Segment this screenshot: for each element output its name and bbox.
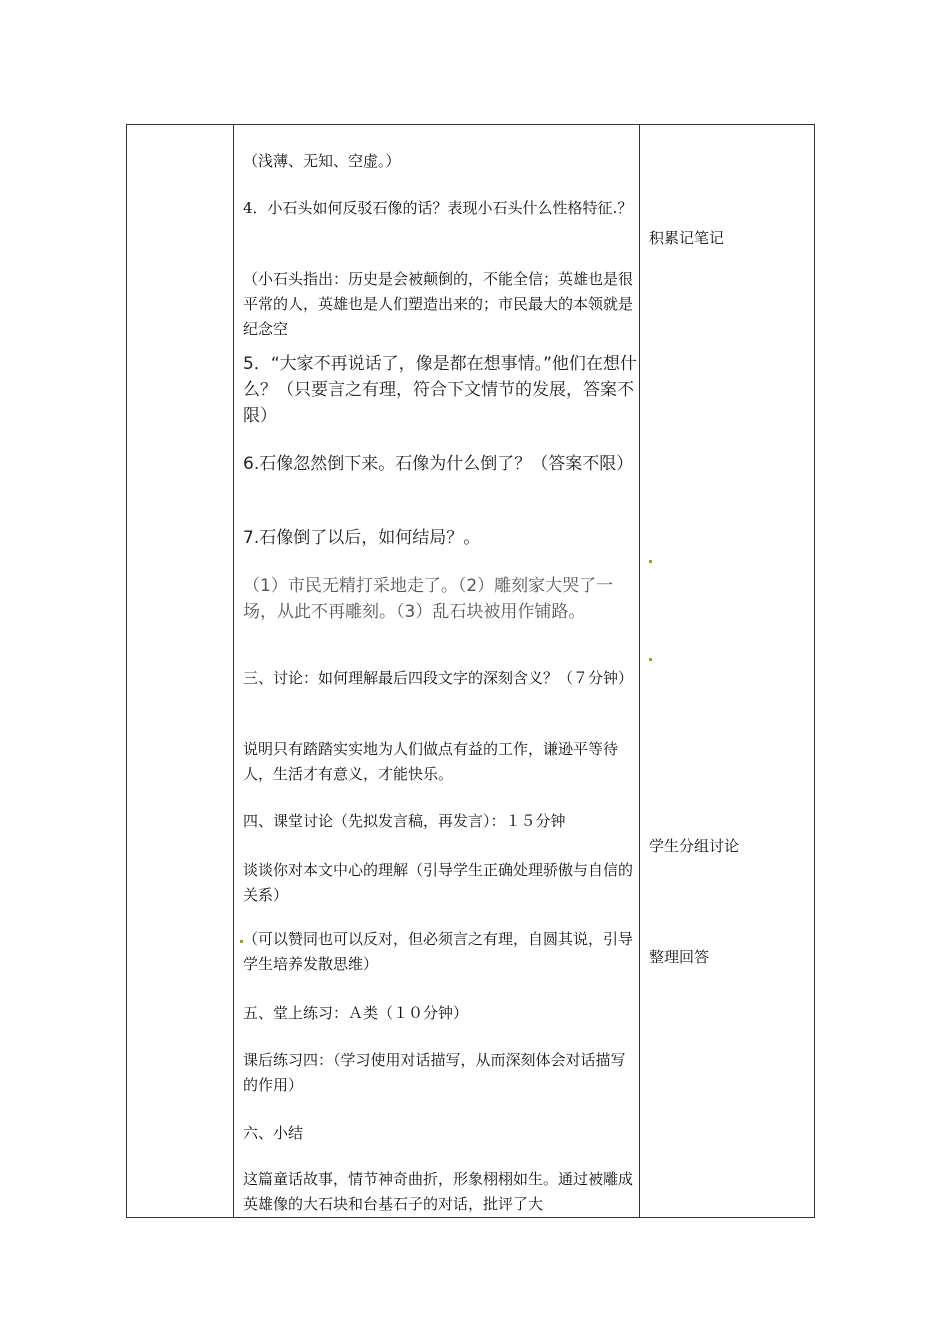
answer-text-1: （浅薄、无知、空虚。） <box>243 152 401 170</box>
answer-text-4: （小石头指出：历史是会被颠倒的，不能全信；英雄也是很平常的人，英雄也是人们塑造出来的；市民最大的本领就是纪念空 <box>243 270 634 338</box>
discussion-prompt: 谈谈你对本文中心的理解（引导学生正确处理骄傲与自信的关系） <box>243 861 634 904</box>
section-discussion: 三、讨论：如何理解最后四段文字的深刻含义？（７分钟） <box>243 669 634 687</box>
mark-dot <box>649 658 652 661</box>
discussion-answer: 说明只有踏踏实实地为人们做点有益的工作，谦逊平等待人，生活才有意义，才能快乐。 <box>243 740 619 783</box>
question-7: 7.石像倒了以后，如何结局？。 <box>243 528 481 548</box>
section-class-discussion: 四、课堂讨论（先拟发言稿，再发言）：１５分钟 <box>243 812 566 830</box>
summary-text: 这篇童话故事，情节神奇曲折，形象栩栩如生。通过被雕成英雄像的大石块和台基石子的对话，批评了大 <box>243 1170 634 1213</box>
mark-dot <box>649 560 652 563</box>
column-divider-1 <box>233 125 234 1217</box>
section-summary: 六、小结 <box>243 1124 304 1142</box>
question-6: 6.石像忽然倒下来。石像为什么倒了？（答案不限） <box>243 454 634 474</box>
homework-text: 课后练习四：（学习使用对话描写，从而深刻体会对话描写的作用） <box>243 1051 626 1094</box>
answer-text-7: （1）市民无精打采地走了。（2）雕刻家大哭了一场，从此不再雕刻。（3）乱石块被用作铺路。 <box>243 576 614 622</box>
column-divider-2 <box>639 125 640 1217</box>
question-4: 4．小石头如何反驳石像的话？表现小石头什么性格特征.？ <box>243 199 633 217</box>
lesson-table <box>126 124 815 1218</box>
note-organize-answer: 整理回答 <box>649 948 710 966</box>
mark-dot <box>240 940 243 943</box>
note-accumulate: 积累记笔记 <box>649 229 725 247</box>
section-practice: 五、堂上练习：Ａ类（１０分钟） <box>243 1004 469 1022</box>
note-group-discussion: 学生分组讨论 <box>649 837 740 855</box>
discussion-guidance: （可以赞同也可以反对，但必须言之有理，自圆其说，引导学生培养发散思维） <box>243 930 634 973</box>
question-5: 5．“大家不再说话了，像是都在想事情。”他们在想什么？（只要言之有理，符合下文情节的发展，答案不限） <box>243 354 637 426</box>
